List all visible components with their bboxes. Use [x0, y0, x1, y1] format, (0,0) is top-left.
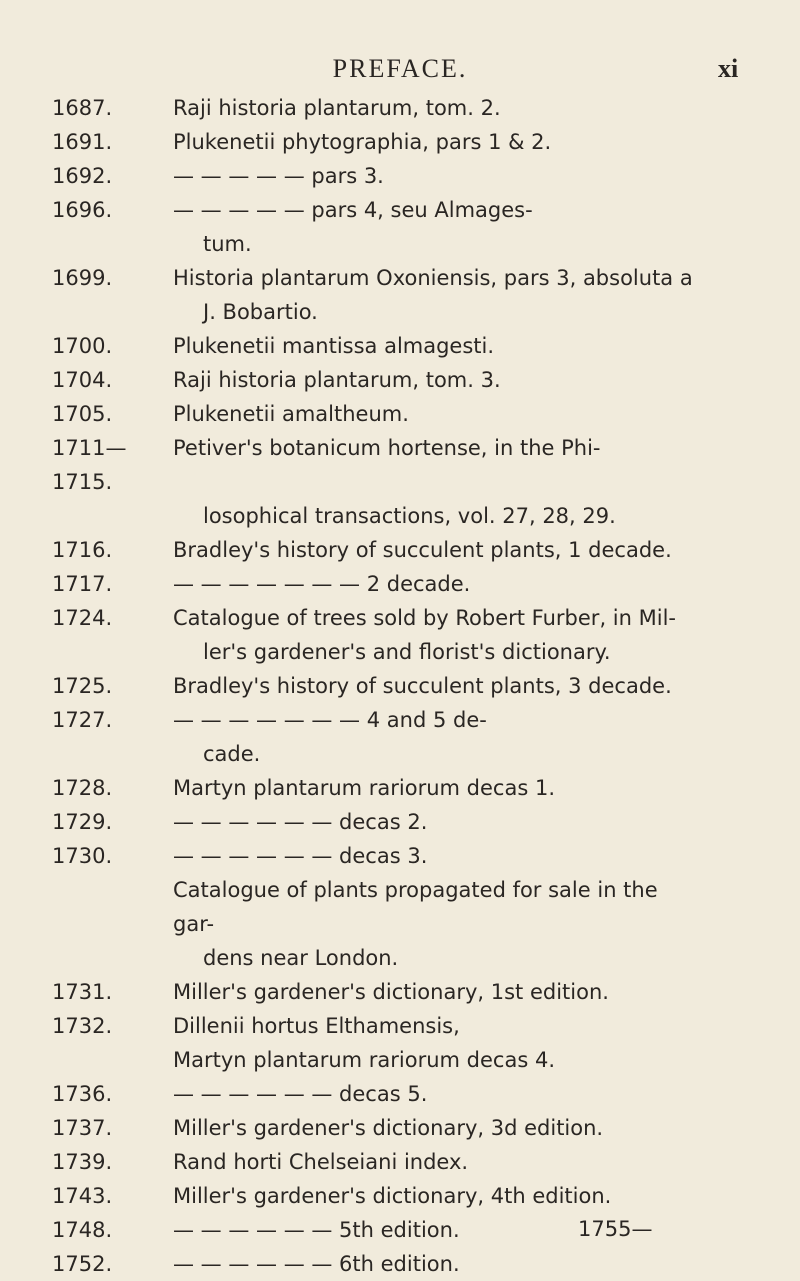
- entry-text-continuation: losophical transactions, vol. 27, 28, 29.: [203, 504, 616, 528]
- page-number: xi: [718, 54, 739, 83]
- chronology-entry: [0, 397, 800, 431]
- entry-text-continuation: Martyn plantarum rariorum decas 4.: [173, 1048, 555, 1072]
- chronology-entry: [0, 703, 800, 737]
- entry-year: 1711—1715.: [52, 436, 127, 494]
- chronology-entry: [0, 159, 800, 193]
- entry-text: Raji historia plantarum, tom. 2.: [173, 96, 501, 120]
- entry-text: — — — — — — 5th edition.: [173, 1218, 460, 1242]
- chronology-entry: [0, 1077, 800, 1111]
- entry-year: 1731.: [52, 980, 113, 1004]
- entry-year: 1728.: [52, 776, 113, 800]
- entry-year: 1737.: [52, 1116, 113, 1140]
- chronology-entry-continuation: [0, 1043, 800, 1077]
- entry-year: 1700.: [52, 334, 113, 358]
- entry-text-continuation: dens near London.: [203, 946, 399, 970]
- entry-year: 1748.: [52, 1218, 113, 1242]
- chronology-entry: [0, 1111, 800, 1145]
- entry-text: Miller's gardener's dictionary, 4th edition.: [173, 1184, 612, 1208]
- chronology-entry: [0, 533, 800, 567]
- chronology-entry: [0, 125, 800, 159]
- entry-text: — — — — — — — 4 and 5 de-: [173, 708, 487, 732]
- chronology-list: [0, 91, 800, 1281]
- entry-text: Martyn plantarum rariorum decas 1.: [173, 776, 555, 800]
- entry-text: Catalogue of trees sold by Robert Furber, in Mil-: [173, 606, 676, 630]
- entry-year: 1752.: [52, 1252, 113, 1276]
- catchword: 1755—: [578, 1217, 653, 1241]
- chronology-entry: [0, 567, 800, 601]
- entry-text: Bradley's history of succulent plants, 3 decade.: [173, 674, 672, 698]
- entry-year: 1724.: [52, 606, 113, 630]
- chronology-entry: [0, 1247, 800, 1281]
- running-header: PREFACE.: [332, 54, 468, 83]
- entry-text: Dillenii hortus Elthamensis,: [173, 1014, 460, 1038]
- entry-year: 1736.: [52, 1082, 113, 1106]
- entry-text: — — — — — pars 4, seu Almages-: [173, 198, 533, 222]
- chronology-entry: [0, 839, 800, 873]
- chronology-entry: [0, 431, 800, 499]
- entry-year: 1717.: [52, 572, 113, 596]
- entry-text: Miller's gardener's dictionary, 1st edition.: [173, 980, 609, 1004]
- entry-text: — — — — — — decas 5.: [173, 1082, 428, 1106]
- chronology-entry: [0, 91, 800, 125]
- chronology-entry-continuation: [0, 635, 800, 669]
- chronology-entry: [0, 329, 800, 363]
- entry-year: 1732.: [52, 1014, 113, 1038]
- chronology-entry: [0, 771, 800, 805]
- chronology-entry-continuation: [0, 295, 800, 329]
- entry-year: 1716.: [52, 538, 113, 562]
- entry-text: Bradley's history of succulent plants, 1 decade.: [173, 538, 672, 562]
- chronology-entry: [0, 669, 800, 703]
- entry-text: — — — — — — — 2 decade.: [173, 572, 471, 596]
- chronology-entry-continuation: [0, 499, 800, 533]
- entry-text: Miller's gardener's dictionary, 3d edition.: [173, 1116, 604, 1140]
- chronology-entry-continuation: [0, 737, 800, 771]
- entry-year: 1704.: [52, 368, 113, 392]
- entry-text: Rand horti Chelseiani index.: [173, 1150, 469, 1174]
- entry-text: — — — — — — decas 3.: [173, 844, 428, 868]
- entry-text-continuation: cade.: [203, 742, 261, 766]
- chronology-entry: [0, 363, 800, 397]
- entry-year: 1705.: [52, 402, 113, 426]
- entry-year: 1691.: [52, 130, 113, 154]
- chronology-entry-continuation: [0, 227, 800, 261]
- entry-text: Plukenetii phytographia, pars 1 & 2.: [173, 130, 552, 154]
- entry-text: — — — — — — decas 2.: [173, 810, 428, 834]
- entry-text: Raji historia plantarum, tom. 3.: [173, 368, 501, 392]
- chronology-entry: [0, 1179, 800, 1213]
- chronology-entry: [0, 193, 800, 227]
- entry-text-continuation: Catalogue of plants propagated for sale in the gar-: [173, 878, 658, 936]
- entry-text: Plukenetii amaltheum.: [173, 402, 409, 426]
- entry-year: 1729.: [52, 810, 113, 834]
- chronology-entry-continuation: [0, 873, 800, 941]
- chronology-entry: [0, 601, 800, 635]
- entry-year: 1696.: [52, 198, 113, 222]
- entry-year: 1687.: [52, 96, 113, 120]
- entry-year: 1699.: [52, 266, 113, 290]
- chronology-entry: [0, 975, 800, 1009]
- entry-text-continuation: J. Bobartio.: [203, 300, 318, 324]
- entry-year: 1739.: [52, 1150, 113, 1174]
- entry-text: — — — — — pars 3.: [173, 164, 384, 188]
- entry-text-continuation: tum.: [203, 232, 252, 256]
- chronology-entry-continuation: [0, 941, 800, 975]
- chronology-entry: [0, 261, 800, 295]
- entry-year: 1725.: [52, 674, 113, 698]
- entry-year: 1730.: [52, 844, 113, 868]
- chronology-entry: [0, 805, 800, 839]
- chronology-entry: [0, 1009, 800, 1043]
- entry-text-continuation: ler's gardener's and florist's dictionary.: [203, 640, 611, 664]
- entry-text: — — — — — — 6th edition.: [173, 1252, 460, 1276]
- entry-text: Plukenetii mantissa almagesti.: [173, 334, 495, 358]
- entry-year: 1743.: [52, 1184, 113, 1208]
- entry-year: 1727.: [52, 708, 113, 732]
- entry-year: 1692.: [52, 164, 113, 188]
- entry-text: Petiver's botanicum hortense, in the Phi-: [173, 436, 601, 460]
- chronology-entry: [0, 1145, 800, 1179]
- entry-text: Historia plantarum Oxoniensis, pars 3, absoluta a: [173, 266, 693, 290]
- chronology-entry: [0, 1213, 800, 1247]
